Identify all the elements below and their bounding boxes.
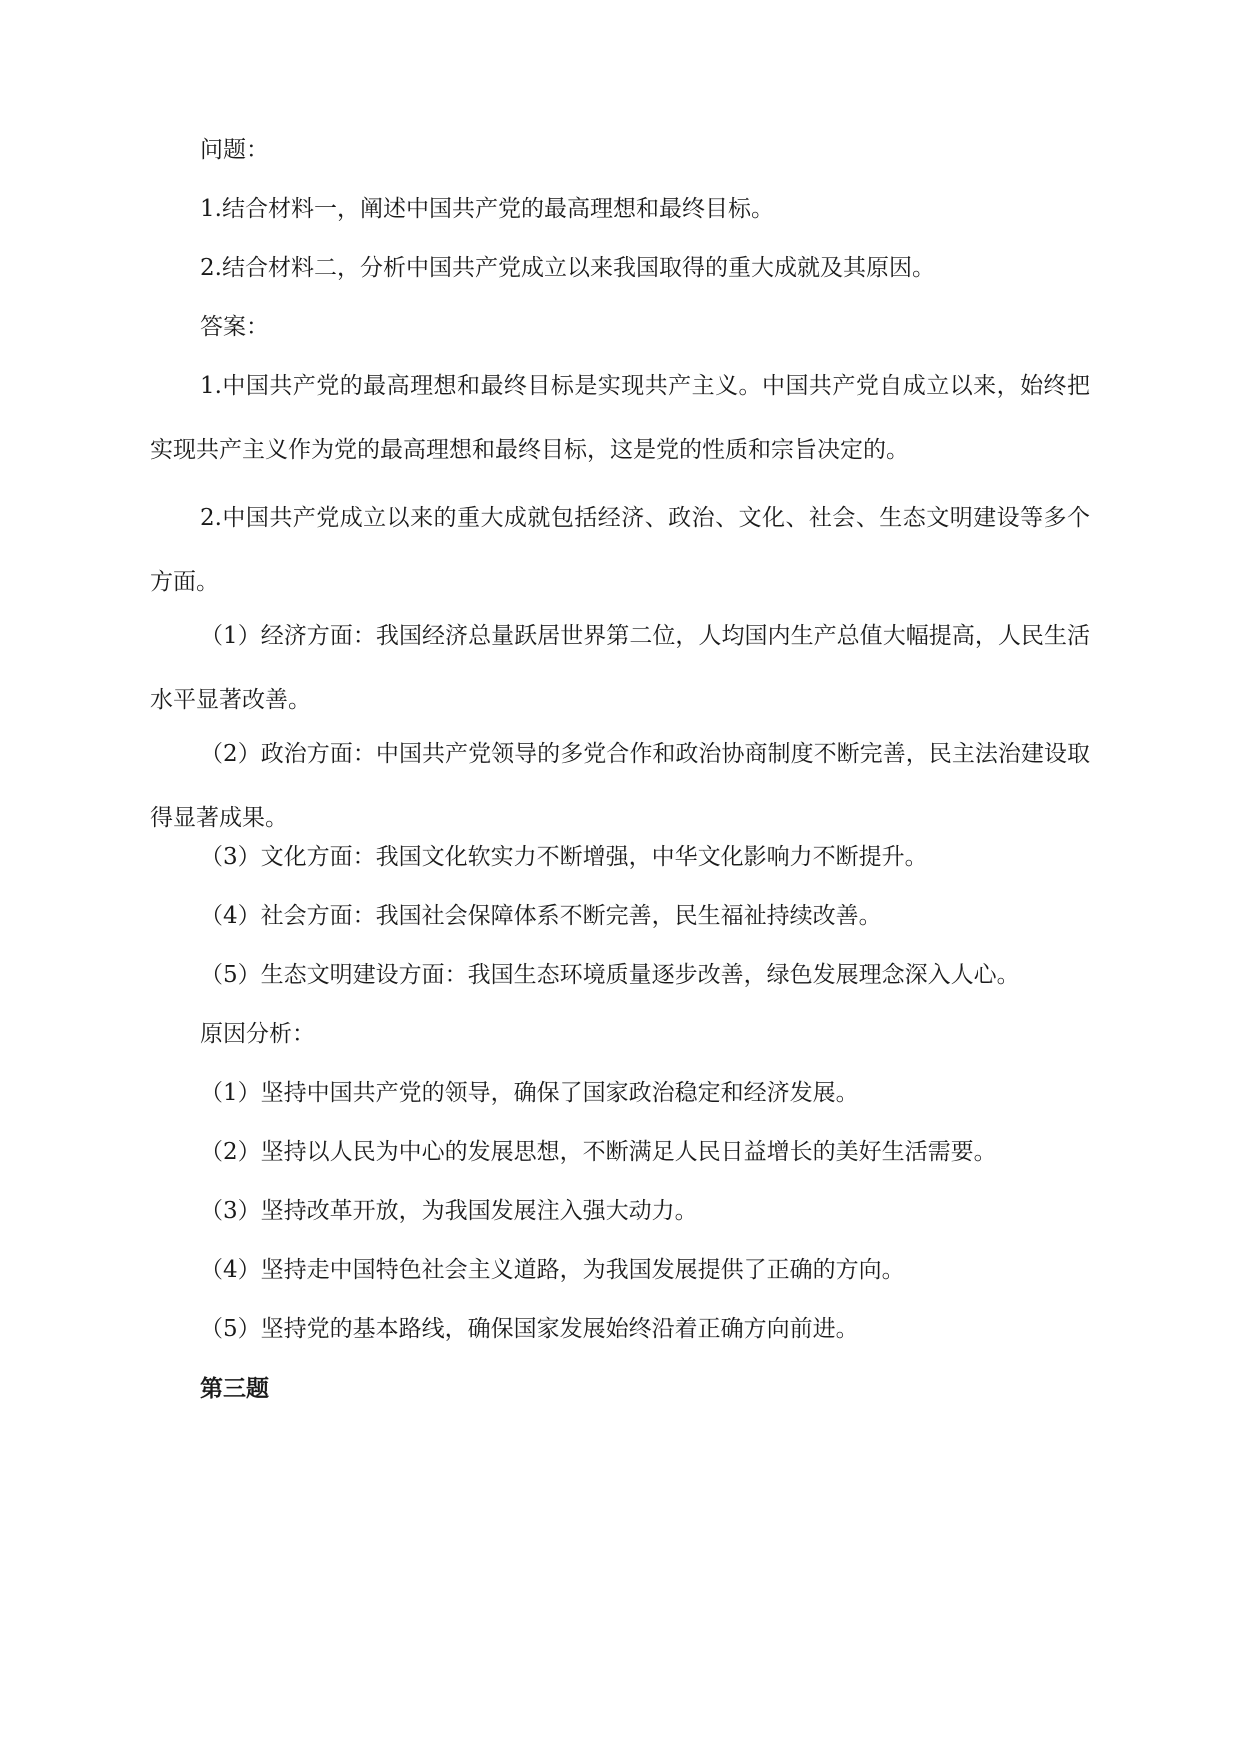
achievement-ecology: （5）生态文明建设方面：我国生态环境质量逐步改善，绿色发展理念深入人心。 [200, 962, 1020, 988]
answer-heading: 答案： [200, 314, 269, 340]
achievement-culture: （3）文化方面：我国文化软实力不断增强，中华文化影响力不断提升。 [200, 844, 928, 870]
reason-1: （1）坚持中国共产党的领导，确保了国家政治稳定和经济发展。 [200, 1080, 859, 1106]
question-2: 2.结合材料二，分析中国共产党成立以来我国取得的重大成就及其原因。 [200, 255, 935, 281]
question-heading: 问题： [200, 137, 269, 163]
answer-2: 2.中国共产党成立以来的重大成就包括经济、政治、文化、社会、生态文明建设等多个方面。 [150, 505, 1090, 595]
reason-heading: 原因分析： [200, 1021, 315, 1047]
achievement-politics: （2）政治方面：中国共产党领导的多党合作和政治协商制度不断完善，民主法治建设取得显著成果。 [150, 741, 1090, 831]
answer-1: 1.中国共产党的最高理想和最终目标是实现共产主义。中国共产党自成立以来，始终把实现共产主义作为党的最高理想和最终目标，这是党的性质和宗旨决定的。 [150, 373, 1090, 463]
achievement-society: （4）社会方面：我国社会保障体系不断完善，民生福祉持续改善。 [200, 903, 882, 929]
reason-2: （2）坚持以人民为中心的发展思想，不断满足人民日益增长的美好生活需要。 [200, 1139, 997, 1165]
question-1: 1.结合材料一，阐述中国共产党的最高理想和最终目标。 [200, 196, 774, 222]
reason-4: （4）坚持走中国特色社会主义道路，为我国发展提供了正确的方向。 [200, 1257, 905, 1283]
reason-5: （5）坚持党的基本路线，确保国家发展始终沿着正确方向前进。 [200, 1316, 859, 1342]
achievement-economy: （1）经济方面：我国经济总量跃居世界第二位，人均国内生产总值大幅提高，人民生活水平显著改善。 [150, 623, 1090, 713]
reason-3: （3）坚持改革开放，为我国发展注入强大动力。 [200, 1198, 698, 1224]
section-title: 第三题 [200, 1376, 269, 1402]
